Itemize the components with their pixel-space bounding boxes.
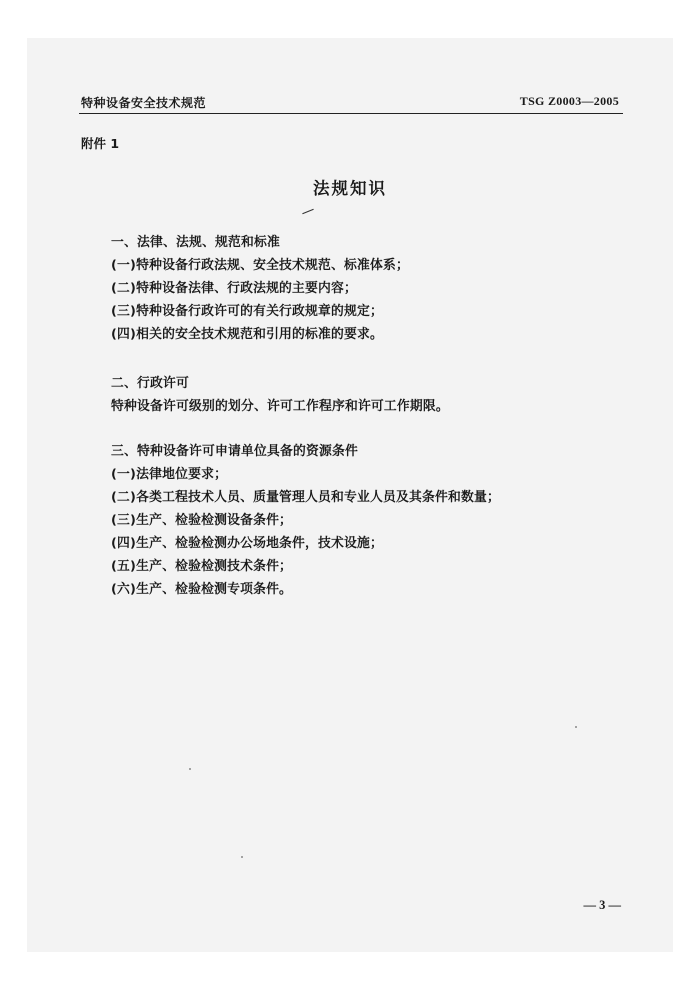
- list-item: (三)特种设备行政许可的有关行政规章的规定；: [111, 304, 384, 319]
- list-item: (一)法律地位要求；: [111, 467, 228, 482]
- section-law-regulations: [111, 231, 409, 346]
- scan-mark: [302, 209, 314, 214]
- document-page: [27, 38, 673, 952]
- list-item: (四)生产、检验检测办公场地条件，技术设施；: [111, 536, 384, 551]
- list-item: (二)各类工程技术人员、质量管理人员和专业人员及其条件和数量；: [111, 490, 501, 505]
- list-item: 特种设备许可级别的划分、许可工作程序和许可工作期限。: [111, 399, 449, 414]
- section-heading: 三、特种设备许可申请单位具备的资源条件: [111, 444, 358, 459]
- scan-speck: [575, 726, 577, 728]
- list-item: (一)特种设备行政法规、安全技术规范、标准体系；: [111, 258, 410, 273]
- header-rule: [79, 113, 623, 114]
- section-heading: 一、法律、法规、规范和标准: [111, 235, 280, 250]
- list-item: (四)相关的安全技术规范和引用的标准的要求。: [111, 327, 384, 342]
- list-item: (六)生产、检验检测专项条件。: [111, 582, 293, 597]
- section-administrative-permit: [111, 372, 449, 418]
- list-item: (五)生产、检验检测技术条件；: [111, 559, 293, 574]
- document-title: 法规知识: [313, 179, 387, 198]
- running-header-title: 特种设备安全技术规范: [81, 96, 207, 110]
- section-resource-conditions: [111, 440, 500, 601]
- attachment-label: 附件 1: [81, 136, 120, 151]
- list-item: (二)特种设备法律、行政法规的主要内容；: [111, 281, 358, 296]
- scan-speck: [189, 768, 191, 770]
- page-number: — 3 —: [583, 898, 621, 912]
- scan-speck: [241, 856, 243, 858]
- section-heading: 二、行政许可: [111, 376, 189, 391]
- list-item: (三)生产、检验检测设备条件；: [111, 513, 293, 528]
- running-header-code: TSG Z0003—2005: [519, 94, 619, 108]
